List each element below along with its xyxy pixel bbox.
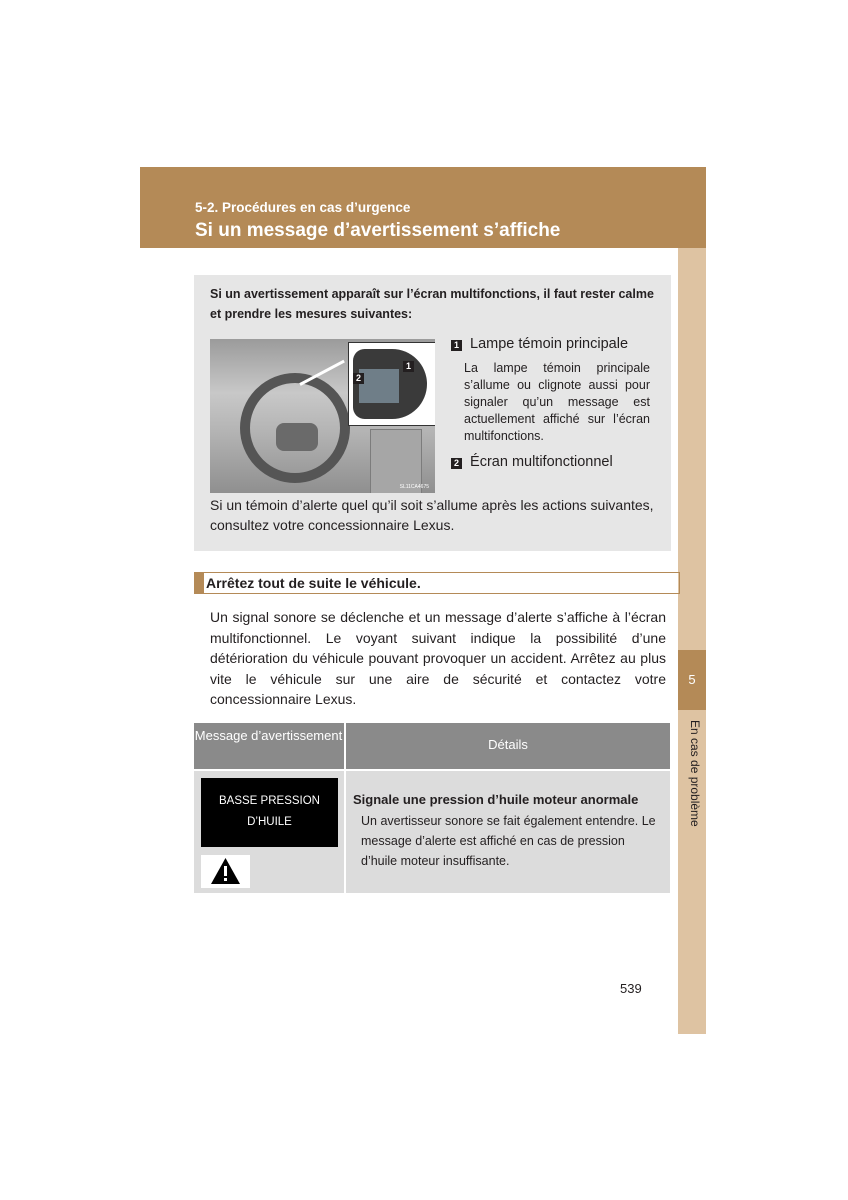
warning-display-screen (201, 778, 338, 847)
chapter-label: En cas de problème (688, 720, 702, 827)
notice-intro: Si un avertissement apparaît sur l’écran multifonctions, il faut rester calme et prendre les mesures suivantes: (210, 287, 654, 321)
notice-box (194, 275, 671, 551)
dashboard-photo (210, 339, 435, 493)
item-label-1: Lampe témoin principale (470, 336, 629, 352)
table-header-row (194, 723, 670, 769)
item-label-2: Écran multifonctionnel (470, 454, 613, 470)
multi-display-shape (359, 369, 399, 403)
item-description-1: La lampe témoin principale s’allume ou clignote aussi pour signaler qu’un message est actuellement affiché sur l’écran multifonctions. (464, 361, 650, 443)
item-marker-2: 2 (451, 458, 462, 469)
photo-marker-2: 2 (353, 373, 364, 384)
table-row (194, 771, 670, 893)
photo-code: SL11CA4675 (399, 484, 429, 490)
item-master-warning (451, 336, 628, 352)
item-multi-display (451, 454, 613, 470)
notice-outro: Si un témoin d’alerte quel qu’il soit s’allume après les actions suivantes, consultez votre concessionnaire Lexus. (210, 497, 654, 533)
item-marker-1: 1 (451, 340, 462, 351)
subheading: Arrêtez tout de suite le véhicule. (206, 575, 421, 591)
steering-hub-shape (276, 423, 318, 451)
detail-title: Signale une pression d’huile moteur anormale (353, 792, 639, 807)
photo-marker-1: 1 (403, 361, 414, 372)
page-number: 539 (620, 981, 642, 996)
chapter-number: 5 (678, 650, 706, 710)
chapter-side-tab (678, 248, 706, 1034)
table-divider (344, 771, 346, 893)
warning-triangle-icon (201, 855, 250, 888)
section-label: 5-2. Procédures en cas d’urgence (195, 200, 411, 215)
instrument-cluster-inset (348, 342, 435, 426)
detail-text: Un avertisseur sonore se fait également entendre. Le message d’alerte est affiché en cas de pression d’huile moteur insuffisante. (361, 814, 656, 868)
table-header-message: Message d’avertissement (194, 728, 343, 743)
table-header-details: Détails (488, 737, 528, 752)
body-paragraph: Un signal sonore se déclenche et un message d’alerte s’affiche à l’écran multifonctionnel. Le voyant suivant indique la possibilité d’une détérioration du véhicule pouvant provoquer un accident. Arrêtez au plus vite le véhicule sur une aire de sécurité et contactez votre concessionnaire Lexus. (210, 609, 666, 707)
section-header (140, 167, 706, 248)
display-line-2: D’HUILE (247, 816, 292, 828)
subheading-bar (194, 572, 680, 594)
display-line-1: BASSE PRESSION (219, 795, 320, 807)
page-title: Si un message d’avertissement s’affiche (195, 220, 561, 241)
